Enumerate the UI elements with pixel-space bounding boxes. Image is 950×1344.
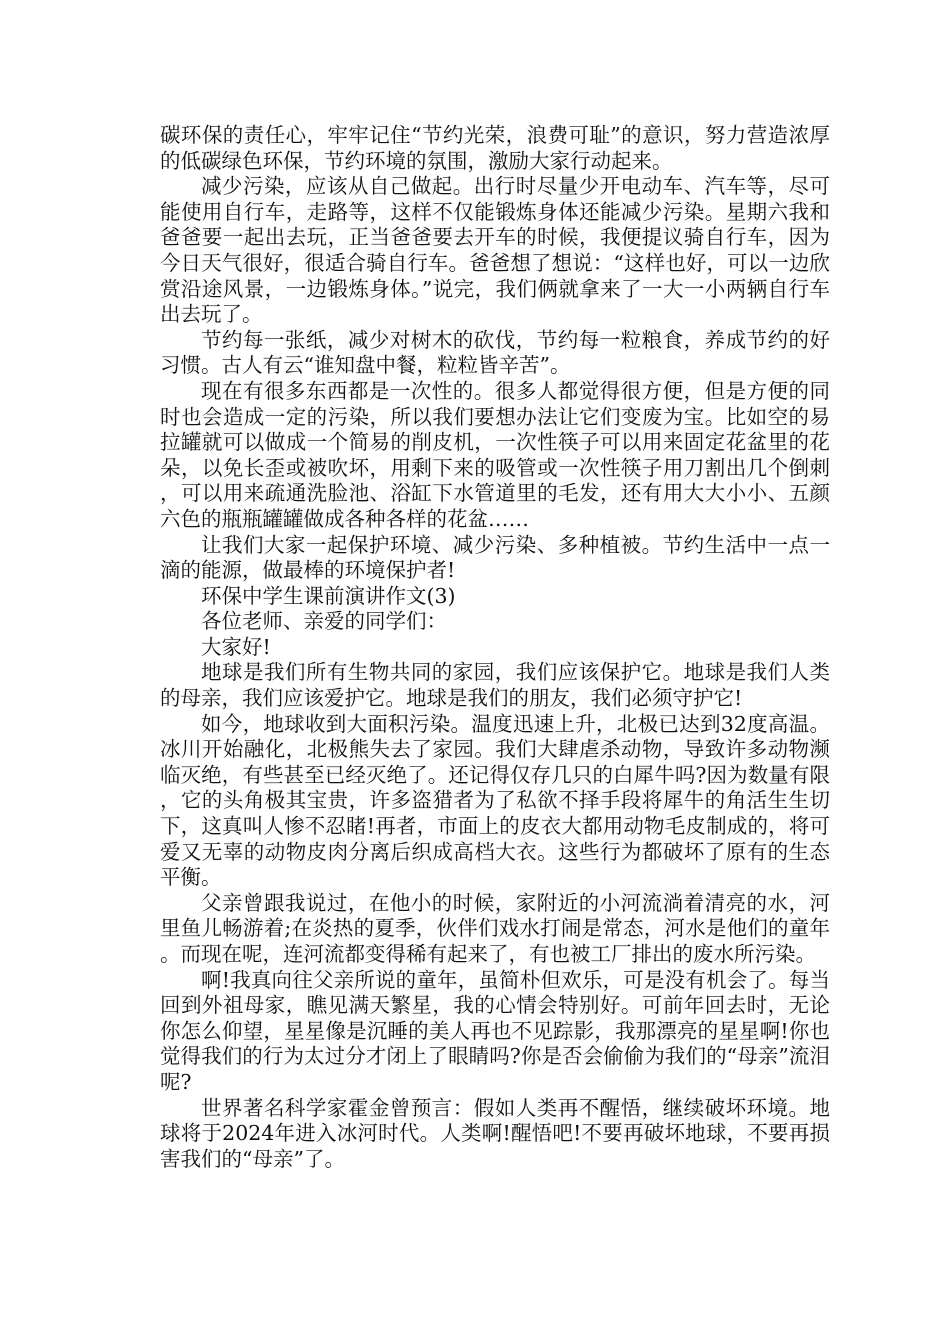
paragraph-1: 碳环保的责任心，牢牢记住“节约光荣，浪费可耻”的意识，努力营造浓厚的低碳绿色环保，节约环境的氛围，激励大家行动起来。 (160, 123, 830, 173)
paragraph-11: 父亲曾跟我说过，在他小的时候，家附近的小河流淌着清亮的水，河里鱼儿畅游着;在炎热的夏季，伙伴们戏水打闹是常态，河水是他们的童年。而现在呢，连河流都变得稀有起来了，有也被工厂排出的废水所污染。 (160, 890, 830, 966)
paragraph-5: 让我们大家一起保护环境、减少污染、多种植被。节约生活中一点一滴的能源，做最棒的环境保护者! (160, 532, 830, 583)
paragraph-12: 啊!我真向往父亲所说的童年，虽简朴但欢乐，可是没有机会了。每当回到外祖母家，瞧见满天繁星，我的心情会特别好。可前年回去时，无论你怎么仰望，星星像是沉睡的美人再也不见踪影，我那漂亮的星星啊!你也觉得我们的行为太过分才闭上了眼睛吗?你是否会偷偷为我们的“母亲”流泪呢? (160, 967, 830, 1094)
paragraph-2: 减少污染，应该从自己做起。出行时尽量少开电动车、汽车等，尽可能使用自行车，走路等，这样不仅能锻炼身体还能减少污染。星期六我和爸爸要一起出去玩，正当爸爸要去开车的时候，我便提议骑自行车，因为今日天气很好，很适合骑自行车。爸爸想了想说：“这样也好，可以一边欣赏沿途风景，一边锻炼身体。”说完，我们俩就拿来了一大一小两辆自行车出去玩了。 (160, 174, 830, 327)
greeting: 大家好! (201, 634, 271, 659)
section-title: 环保中学生课前演讲作文(3) (201, 583, 456, 608)
paragraph-9: 地球是我们所有生物共同的家园，我们应该保护它。地球是我们人类的母亲，我们应该爱护它。地球是我们的朋友，我们必须守护它! (160, 660, 830, 711)
paragraph-13: 世界著名科学家霍金曾预言：假如人类再不醒悟，继续破坏环境。地球将于2024年进入冰河时代。人类啊!醒悟吧!不要再破坏地球，不要再损害我们的“母亲”了。 (160, 1095, 830, 1171)
document-body (160, 123, 830, 1172)
paragraph-10: 如今，地球收到大面积污染。温度迅速上升，北极已达到32度高温。冰川开始融化，北极熊失去了家园。我们大肆虐杀动物，导致许多动物濒临灭绝，有些甚至已经灭绝了。还记得仅存几只的白犀牛吗?因为数量有限，它的头角极其宝贵，许多盗猎者为了私欲不择手段将犀牛的角活生生切下，这真叫人惨不忍睹!再者，市面上的皮衣大都用动物毛皮制成的，将可爱又无辜的动物皮肉分离后织成高档大衣。这些行为都破坏了原有的生态平衡。 (160, 711, 830, 890)
paragraph-4: 现在有很多东西都是一次性的。很多人都觉得很方便，但是方便的同时也会造成一定的污染，所以我们要想办法让它们变废为宝。比如空的易拉罐就可以做成一个简易的削皮机，一次性筷子可以用来固定花盆里的花朵，以免长歪或被吹坏，用剩下来的吸管或一次性筷子用刀割出几个倒刺，可以用来疏通洗脸池、浴缸下水管道里的毛发，还有用大大小小、五颜六色的瓶瓶罐罐做成各种各样的花盆…… (160, 378, 830, 531)
paragraph-3: 节约每一张纸，减少对树木的砍伐，节约每一粒粮食，养成节约的好习惯。古人有云“谁知盘中餐，粒粒皆辛苦”。 (160, 327, 830, 378)
salutation: 各位老师、亲爱的同学们： (201, 609, 447, 634)
